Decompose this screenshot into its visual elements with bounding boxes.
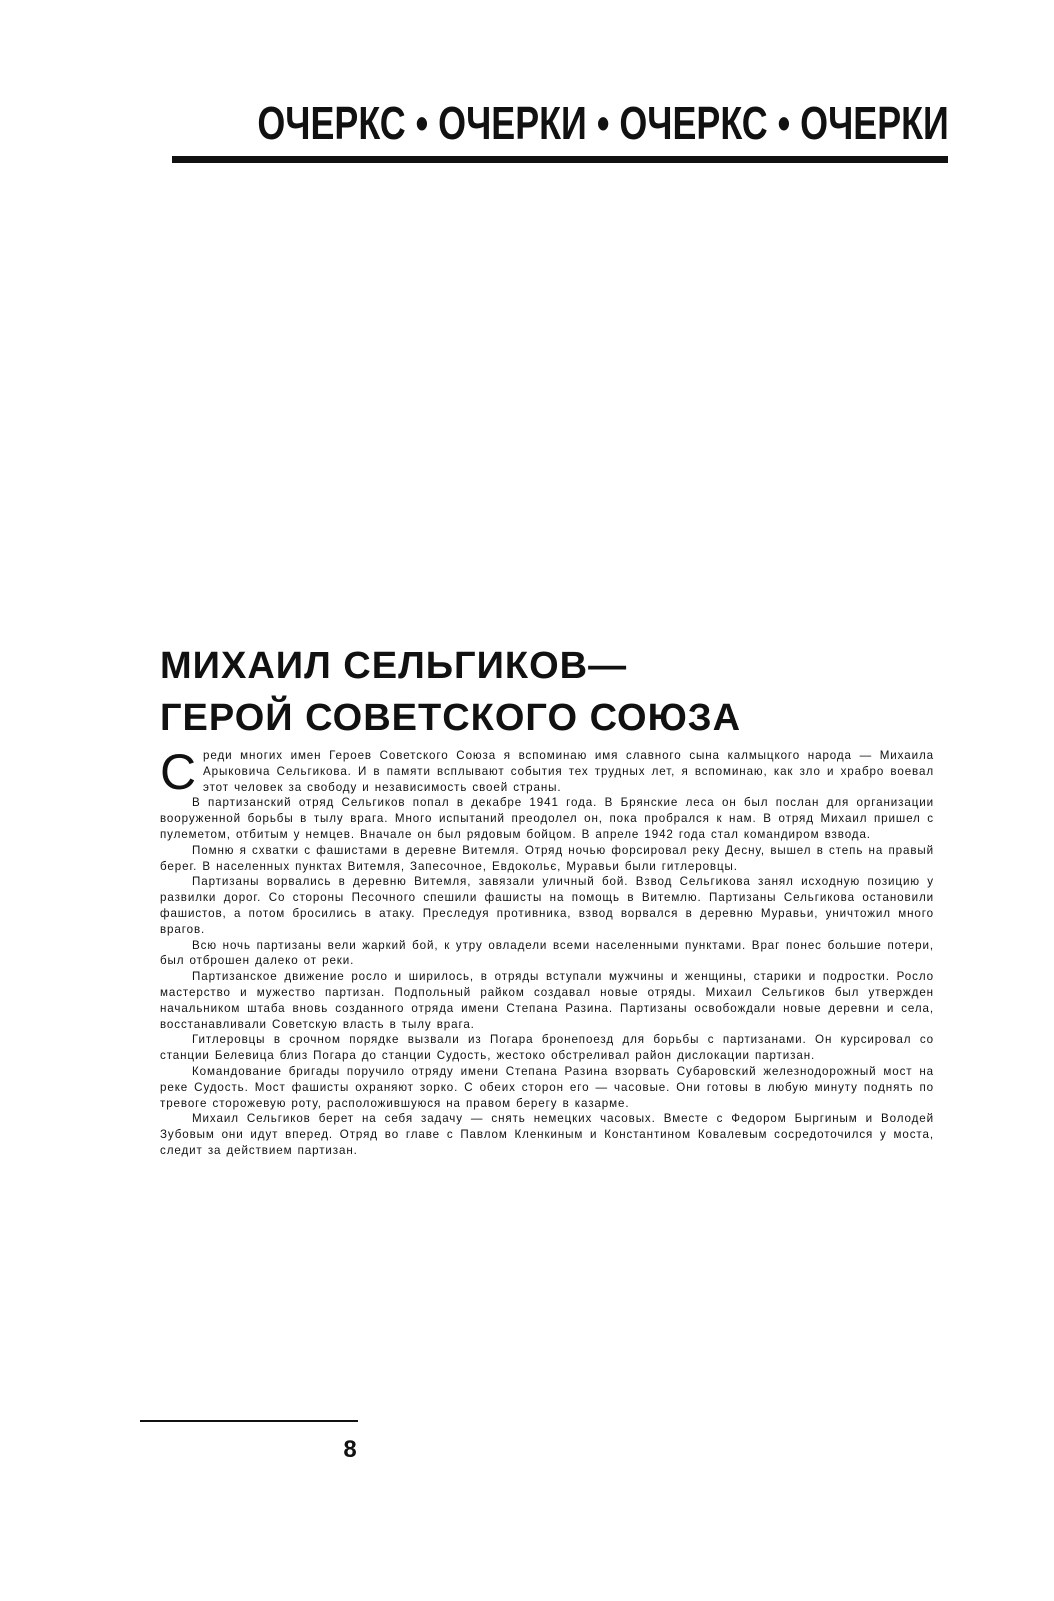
- paragraph-4: Партизаны ворвались в деревню Витемля, завязали уличный бой. Взвод Сельгикова занял исходную позицию у развилки дорог. Со стороны Песочного спешили фашисты на помощь в Витемлю. Партизаны Сельгикова остановили фашистов, а потом бросились в атаку. Преследуя противника, взвод ворвался в деревню Муравьи, уничтожил много врагов.: [160, 875, 934, 936]
- paragraph-3: Помню я схватки с фашистами в деревне Витемля. Отряд ночью форсировал реку Десну, вышел в степь на правый берег. В населенных пунктах Витемля, Запесочное, Евдокольє, Муравьи были гитлеровцы.: [160, 843, 934, 873]
- article-body: [160, 744, 934, 1159]
- drop-cap: С: [160, 744, 198, 800]
- article-title: [160, 640, 940, 744]
- article-title-line-2: ГЕРОЙ СОВЕТСКОГО СОЮЗА: [160, 697, 742, 739]
- article-title-line-1: МИХАИЛ СЕЛЬГИКОВ—: [160, 645, 628, 687]
- paragraph-8: Командование бригады поручило отряду имени Степана Разина взорвать Субаровский железнодорожный мост на реке Судость. Мост фашисты охраняют зорко. С обеих сторон его — часовые. Они готовы в любую минуту поднять по тревоге сторожевую роту, расположившуюся на правом берегу в казарме.: [160, 1064, 934, 1110]
- paragraph-1: [160, 744, 934, 800]
- paragraph-5: Всю ночь партизаны вели жаркий бой, к утру овладели всеми населенными пунктами. Враг понес большие потери, был отброшен далеко от реки.: [160, 938, 934, 968]
- header-rule: [172, 156, 948, 163]
- running-header: ОЧЕРКС • ОЧЕРКИ • ОЧЕРКС • ОЧЕРКИ: [257, 97, 949, 149]
- paragraph-7: Гитлеровцы в срочном порядке вызвали из Погара бронепоезд для борьбы с партизанами. Он курсировал со станции Белевица близ Погара до станции Судость, жестоко обстреливал район дислокации партизан.: [160, 1033, 934, 1063]
- page-number: 8: [343, 1436, 357, 1463]
- paragraph-9: Михаил Сельгиков берет на себя задачу — снять немецких часовых. Вместе с Федором Быргиным и Володей Зубовым они идут вперед. Отряд во главе с Павлом Кленкиным и Константином Ковалевым сосредоточился у моста, следит за действием партизан.: [160, 1112, 934, 1157]
- paragraph-1-text: реди многих имен Героев Советского Союза я вспоминаю имя славного сына калмыцкого народа — Михаила Арыковича Сельгикова. И в памяти всплывают события тех трудных лет, я вспоминаю, как зло и храбро воевал этот человек за свободу и независимость своей страны.: [203, 749, 934, 794]
- paragraph-6: Партизанское движение росло и ширилось, в отряды вступали мужчины и женщины, старики и подростки. Росло мастерство и мужество партизан. Подпольный райком создавал новые отряды. Михаил Сельгиков был утвержден начальником штаба вновь созданного отряда имени Степана Разина. Партизаны освобождали новые деревни и села, восстанавливали Советскую власть в тылу врага.: [160, 970, 934, 1031]
- paragraph-2: В партизанский отряд Сельгиков попал в декабре 1941 года. В Брянские леса он был послан для организации вооруженной борьбы в тылу врага. Много испытаний преодолел он, пока пробрался к нам. В отряд Михаил пришел с пулеметом, отбитым у немцев. Вначале он был рядовым бойцом. В апреле 1942 года стал командиром взвода.: [160, 796, 934, 841]
- footnote-rule: [140, 1420, 358, 1422]
